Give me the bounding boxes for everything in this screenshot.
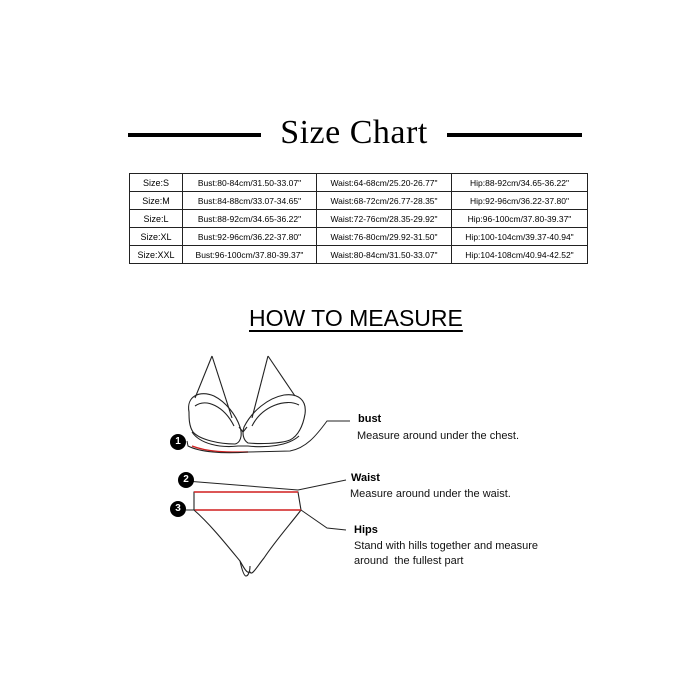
- waist-label: Waist: [351, 472, 380, 484]
- title-rule-left: [128, 133, 261, 137]
- table-cell: Waist:76-80cm/29.92-31.50": [317, 228, 452, 246]
- table-cell: Bust:96-100cm/37.80-39.37": [183, 246, 317, 264]
- table-row: [130, 210, 588, 228]
- waist-measure-line: [186, 480, 346, 492]
- bust-number-badge: 1: [170, 434, 186, 450]
- hips-label: Hips: [354, 524, 378, 536]
- table-cell: Hip:96-100cm/37.80-39.37": [452, 210, 588, 228]
- bra-cup-right: [243, 395, 305, 444]
- table-cell: Size:XL: [130, 228, 183, 246]
- hips-number-badge: 3: [170, 501, 186, 517]
- size-table-body: [130, 174, 588, 264]
- table-row: [130, 228, 588, 246]
- size-chart-header: [0, 108, 700, 164]
- table-cell: Size:M: [130, 192, 183, 210]
- title-rule-right: [447, 133, 582, 137]
- hips-description-line2: around the fullest part: [354, 555, 464, 567]
- table-row: [130, 174, 588, 192]
- measurement-diagram: [0, 340, 700, 600]
- table-cell: Hip:92-96cm/36.22-37.80": [452, 192, 588, 210]
- table-cell: Size:S: [130, 174, 183, 192]
- page-title: Size Chart: [280, 114, 428, 151]
- table-row: [130, 192, 588, 210]
- size-table: [129, 173, 588, 264]
- table-cell: Waist:80-84cm/31.50-33.07": [317, 246, 452, 264]
- briefs-outline: [194, 492, 301, 573]
- table-cell: Hip:100-104cm/39.37-40.94": [452, 228, 588, 246]
- table-cell: Size:XXL: [130, 246, 183, 264]
- table-cell: Bust:80-84cm/31.50-33.07": [183, 174, 317, 192]
- bra-strap-right: [268, 356, 295, 396]
- bust-description: Measure around under the chest.: [357, 430, 520, 442]
- how-to-measure-heading: HOW TO MEASURE: [249, 305, 463, 331]
- bra-band: [192, 432, 299, 447]
- table-cell: Bust:92-96cm/36.22-37.80": [183, 228, 317, 246]
- bra-strap-left: [195, 356, 212, 398]
- table-cell: Hip:104-108cm/40.94-42.52": [452, 246, 588, 264]
- bust-label: bust: [358, 413, 382, 425]
- table-cell: Hip:88-92cm/34.65-36.22": [452, 174, 588, 192]
- table-cell: Waist:64-68cm/25.20-26.77": [317, 174, 452, 192]
- table-row: [130, 246, 588, 264]
- table-cell: Bust:84-88cm/33.07-34.65": [183, 192, 317, 210]
- table-cell: Waist:68-72cm/26.77-28.35": [317, 192, 452, 210]
- bra-cup-seam-right: [252, 403, 299, 426]
- bra-illustration: [189, 356, 306, 447]
- waist-number-badge: 2: [178, 472, 194, 488]
- hips-description-line1: Stand with hills together and measure: [354, 540, 539, 552]
- table-cell: Waist:72-76cm/28.35-29.92": [317, 210, 452, 228]
- bust-measure-line: [187, 421, 350, 453]
- waist-description: Measure around under the waist.: [350, 488, 511, 500]
- table-cell: Size:L: [130, 210, 183, 228]
- hips-measure-line: [186, 510, 346, 530]
- briefs-illustration: [194, 492, 301, 576]
- bra-strap-right-inner: [252, 356, 268, 418]
- table-cell: Bust:88-92cm/34.65-36.22": [183, 210, 317, 228]
